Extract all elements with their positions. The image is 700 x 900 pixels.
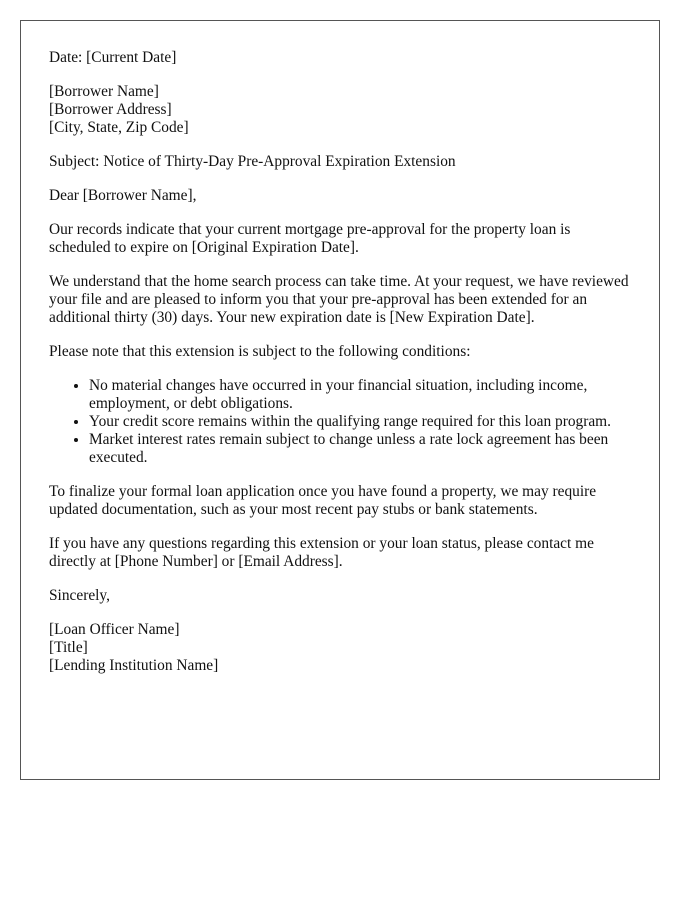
conditions-list	[49, 377, 631, 467]
recipient-name: [Borrower Name]	[49, 83, 159, 100]
condition-item: • Your credit score remains within the qualifying range required for this loan program.	[89, 413, 631, 431]
recipient-address	[49, 83, 631, 137]
signature-title: [Title]	[49, 639, 88, 656]
body-paragraph-documentation: To finalize your formal loan application once you have found a property, we may require updated documentation, such as your most recent pay stubs or bank statements.	[49, 483, 597, 518]
salutation: Dear [Borrower Name],	[49, 187, 197, 204]
condition-item: • No material changes have occurred in your financial situation, including income, employment, or debt obligations.	[89, 377, 631, 413]
body-paragraph-conditions-intro: Please note that this extension is subject to the following conditions:	[49, 343, 471, 360]
body-paragraph-expiration: Our records indicate that your current mortgage pre-approval for the property loan is scheduled to expire on [Original Expiration Date].	[49, 221, 571, 256]
closing: Sincerely,	[49, 587, 110, 604]
date-line: Date: [Current Date]	[49, 49, 177, 66]
subject-line: Subject: Notice of Thirty-Day Pre-Approval Expiration Extension	[49, 153, 456, 170]
condition-item: • Market interest rates remain subject to change unless a rate lock agreement has been executed.	[89, 431, 631, 467]
signature-block	[49, 621, 631, 675]
recipient-city-state-zip: [City, State, Zip Code]	[49, 119, 189, 136]
body-paragraph-contact: If you have any questions regarding this extension or your loan status, please contact me directly at [Phone Number] or [Email Address].	[49, 535, 594, 570]
letter-page	[20, 20, 660, 780]
signature-officer-name: [Loan Officer Name]	[49, 621, 180, 638]
signature-institution: [Lending Institution Name]	[49, 657, 219, 674]
body-paragraph-extension: We understand that the home search process can take time. At your request, we have reviewed your file and are pleased to inform you that your pre-approval has been extended for an additional thirty (30) days. Your new expiration date is [New Expiration Date].	[49, 273, 629, 326]
recipient-street-address: [Borrower Address]	[49, 101, 172, 118]
